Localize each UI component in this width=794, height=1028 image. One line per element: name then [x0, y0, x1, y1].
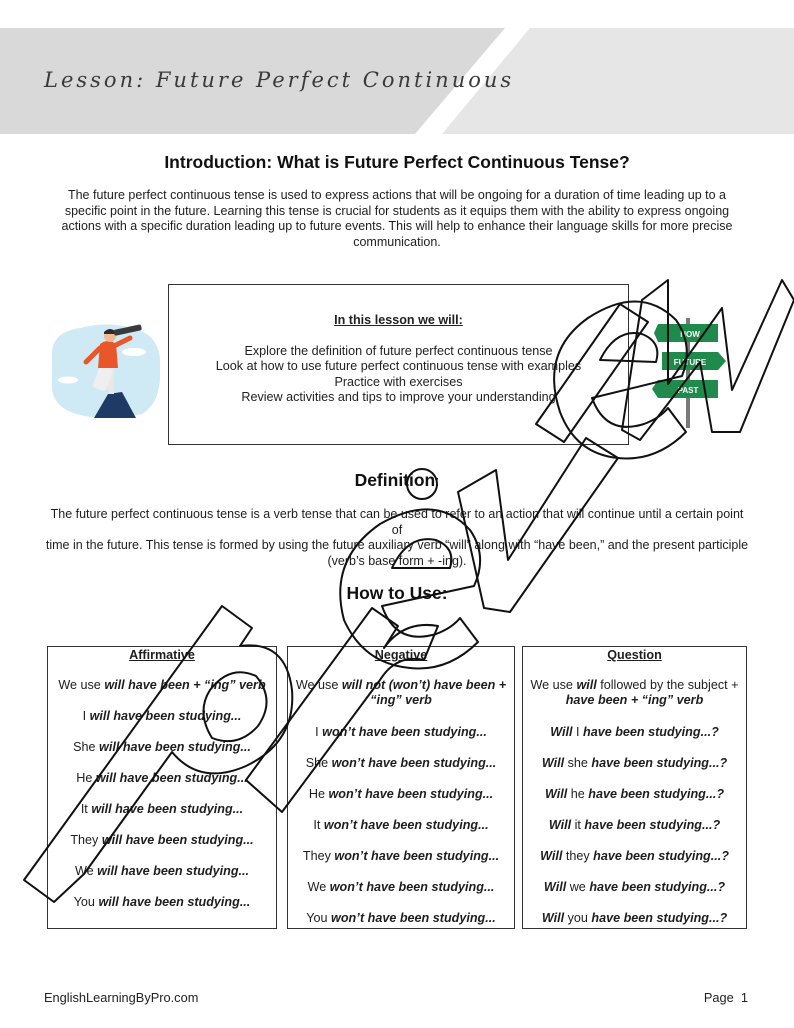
example-verb: will have been studying... [89, 709, 242, 723]
affirmative-example [48, 771, 276, 802]
intro-line: specific point in the future. Learning this tense is crucial for students as it equips them with the ability to express ongoing [64, 203, 730, 218]
rule-emphasis: will have been + “ing” verb [104, 678, 266, 692]
example-auxiliary: Will [548, 818, 572, 832]
intro-line: The future perfect continuous tense is used to express actions that will be ongoing for a duration of time leading up to a [67, 188, 727, 202]
intro-heading: Introduction: What is Future Perfect Continuous Tense? [164, 152, 630, 172]
objectives-heading: In this lesson we will: [334, 313, 463, 327]
example-verb: won’t have been studying... [323, 818, 489, 832]
question-example [523, 818, 746, 849]
example-subject: we [566, 880, 590, 894]
affirmative-heading: Affirmative [129, 648, 195, 662]
example-subject: They [302, 849, 335, 863]
objective-item: Explore the definition of future perfect continuous tense [244, 343, 553, 358]
signpost-now-text: NOW [680, 330, 700, 339]
signpost-future-text: FUTURE [673, 358, 707, 367]
negative-example [288, 756, 514, 787]
rule-text: We use [530, 678, 577, 692]
rule-emphasis: will not (won’t) have been + [341, 678, 507, 692]
example-auxiliary: Will [541, 911, 565, 925]
example-subject: We [74, 864, 98, 878]
objective-item: Look at how to use future perfect continuous tense with examples [215, 359, 582, 374]
example-subject: you [564, 911, 592, 925]
example-subject: he [567, 787, 589, 801]
affirmative-rule [48, 678, 276, 709]
example-verb: will have been studying... [99, 740, 251, 754]
affirmative-example [48, 864, 276, 895]
example-verb: won’t have been studying... [331, 911, 496, 925]
negative-example [288, 849, 514, 880]
rule-text: We use [58, 678, 105, 692]
affirmative-column [47, 646, 277, 929]
negative-heading: Negative [374, 648, 428, 662]
rule-emphasis: have been + “ing” verb [565, 693, 704, 707]
example-subject: I [82, 709, 90, 723]
example-subject: He [308, 787, 329, 801]
negative-example [288, 880, 514, 911]
definition-line: The future perfect continuous tense is a verb tense that can be used to refer to an action that will continue until a certain point of [50, 507, 744, 537]
example-verb: have been studying...? [583, 725, 719, 739]
question-example [523, 880, 746, 911]
question-heading: Question [607, 648, 662, 662]
example-subject: she [564, 756, 592, 770]
example-verb: won’t have been studying... [331, 756, 497, 770]
question-example [523, 911, 746, 942]
question-example [523, 756, 746, 787]
definition-line: (verb’s base form + -ing). [327, 553, 467, 568]
lesson-title: Lesson: Future Perfect Continuous [44, 68, 515, 92]
negative-rule [288, 678, 514, 725]
intro-line: actions with a specific duration leading up to future events. This will help to enhance their language skills for more precise [61, 219, 733, 234]
question-rule [523, 678, 746, 725]
example-subject: He [76, 771, 96, 785]
page-number: Page 1 [703, 990, 748, 1005]
question-example [523, 787, 746, 818]
negative-column [287, 646, 515, 929]
affirmative-example [48, 740, 276, 771]
example-verb: won’t have been studying... [322, 725, 487, 739]
intro-line: communication. [353, 234, 441, 249]
example-subject: They [70, 833, 102, 847]
footer-website: EnglishLearningByPro.com [44, 990, 199, 1005]
example-verb: will have been studying... [98, 895, 251, 909]
rule-emphasis: “ing” verb [370, 693, 432, 707]
objective-item: Practice with exercises [334, 374, 463, 389]
example-subject: It [80, 802, 92, 816]
example-auxiliary: Will [544, 787, 568, 801]
definition-heading-colon: : [435, 473, 440, 490]
example-verb: have been studying...? [584, 818, 721, 832]
how-to-use-heading: How to Use: [346, 583, 448, 603]
example-subject: they [562, 849, 594, 863]
negative-example [288, 725, 514, 756]
example-subject: She [305, 756, 332, 770]
rule-emphasis: will [576, 678, 597, 692]
example-verb: won’t have been studying... [329, 880, 495, 894]
question-column [522, 646, 747, 929]
example-subject: I [315, 725, 323, 739]
example-subject: We [307, 880, 330, 894]
example-auxiliary: Will [541, 756, 565, 770]
example-verb: have been studying...? [593, 849, 729, 863]
definition-paragraph [44, 507, 750, 569]
lesson-objectives-box [168, 284, 629, 445]
negative-example [288, 787, 514, 818]
affirmative-example [48, 802, 276, 833]
example-verb: have been studying...? [591, 911, 728, 925]
telescope-person-illustration [46, 322, 162, 420]
example-verb: have been studying...? [589, 880, 726, 894]
affirmative-example [48, 833, 276, 864]
question-example [523, 849, 746, 880]
example-subject: I [572, 725, 583, 739]
intro-paragraph [44, 188, 750, 250]
example-subject: it [571, 818, 585, 832]
affirmative-example [48, 895, 276, 926]
question-example [523, 725, 746, 756]
example-verb: will have been studying... [95, 771, 248, 785]
example-subject: You [73, 895, 99, 909]
example-subject: You [306, 911, 332, 925]
example-verb: have been studying...? [591, 756, 728, 770]
example-verb: will have been studying... [91, 802, 244, 816]
example-auxiliary: Will [540, 849, 563, 863]
objective-item: Review activities and tips to improve your understanding [241, 390, 556, 405]
negative-example [288, 818, 514, 849]
example-subject: It [313, 818, 324, 832]
rule-text: We use [295, 678, 342, 692]
negative-example [288, 911, 514, 942]
signpost-past-text: PAST [677, 386, 699, 395]
definition-heading [0, 470, 794, 491]
example-subject: She [73, 740, 100, 754]
definition-line: time in the future. This tense is formed by using the future auxiliary verb “will” along with “have been,” and the present participle [45, 538, 749, 553]
signpost-illustration [650, 318, 726, 428]
example-verb: will have been studying... [101, 833, 254, 847]
example-auxiliary: Will [550, 725, 573, 739]
example-verb: will have been studying... [97, 864, 250, 878]
example-verb: won’t have been studying... [334, 849, 500, 863]
affirmative-example [48, 709, 276, 740]
example-verb: won’t have been studying... [328, 787, 494, 801]
rule-text: followed by the subject + [596, 678, 739, 692]
example-auxiliary: Will [543, 880, 567, 894]
definition-heading-text: Definition [354, 470, 436, 490]
example-verb: have been studying...? [588, 787, 725, 801]
